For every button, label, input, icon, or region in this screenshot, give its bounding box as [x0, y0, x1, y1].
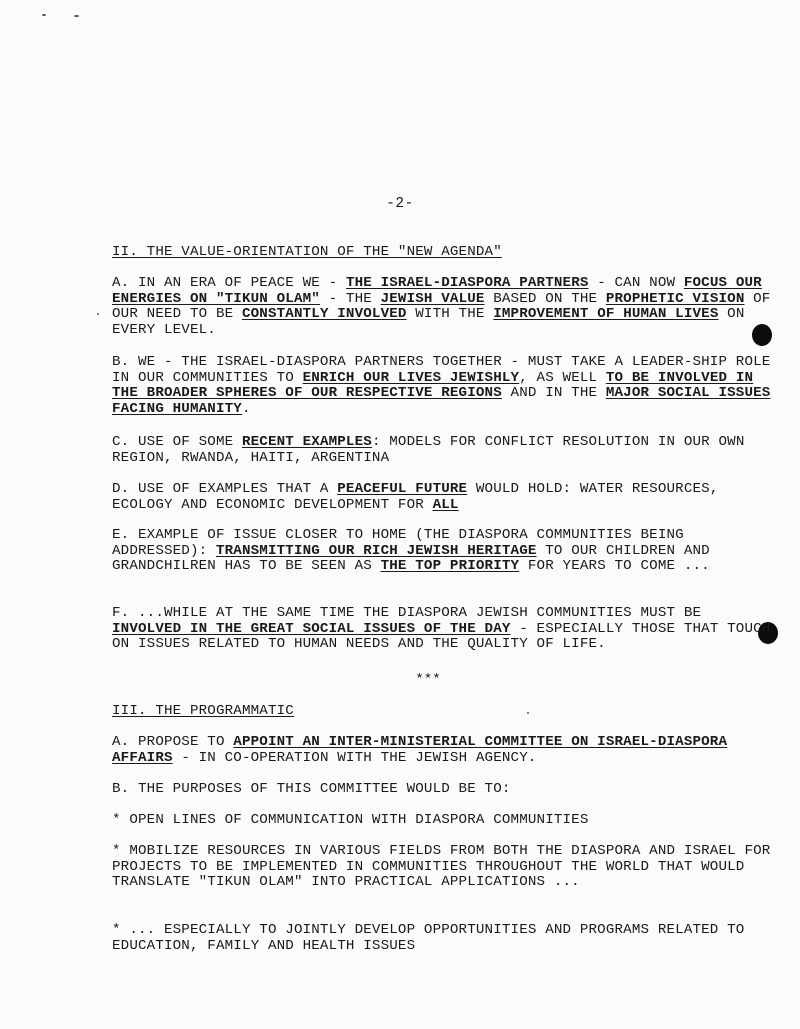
emphasis: ALL — [432, 496, 459, 513]
paragraph-iii-a — [112, 735, 772, 766]
text-run: WITH THE — [406, 306, 494, 323]
text-run: D. USE OF EXAMPLES THAT A — [112, 481, 338, 497]
text-run: TO OUR CHILDREN AND GRANDCHILREN HAS TO BE SEEN AS — [112, 542, 710, 575]
emphasis: IMPROVEMENT OF HUMAN LIVES — [493, 306, 719, 323]
text-run: F. ...WHILE AT THE SAME TIME THE DIASPORA JEWISH COMMUNITIES MUST BE — [112, 605, 702, 621]
section-ii-heading — [112, 245, 772, 261]
paragraph-ii-a — [112, 276, 772, 338]
emphasis: PEACEFUL FUTURE — [337, 481, 468, 497]
text-run: E. EXAMPLE OF ISSUE CLOSER TO HOME (THE DIASPORA COMMUNITIES BEING ADDRESSED): — [112, 527, 684, 559]
emphasis: APPOINT AN INTER-MINISTERIAL COMMITTEE ON ISRAEL-DIASPORA AFFAIRS — [112, 734, 728, 766]
paragraph-ii-d — [112, 482, 772, 513]
scan-speck — [97, 313, 99, 315]
emphasis: THE TOP PRIORITY — [380, 558, 520, 575]
text-run: * OPEN LINES OF COMMUNICATION WITH DIASPORA COMMUNITIES — [112, 812, 589, 828]
paragraph-ii-e — [112, 528, 772, 575]
scan-speck — [42, 14, 46, 16]
text-run: A. IN AN ERA OF PEACE WE - — [112, 275, 346, 291]
bullet-item — [112, 813, 772, 829]
emphasis: FOCUS OUR ENERGIES ON "TIKUN OLAM" — [112, 275, 762, 307]
heading-text: II. THE VALUE-ORIENTATION OF THE "NEW AGENDA" — [112, 244, 502, 260]
emphasis: MAJOR SOCIAL ISSUES FACING HUMANITY — [112, 385, 771, 417]
text-run: C. USE OF SOME — [112, 434, 242, 450]
text-run: ON EVERY LEVEL. — [112, 306, 745, 338]
text-run: * MOBILIZE RESOURCES IN VARIOUS FIELDS FROM BOTH THE DIASPORA AND ISRAEL FOR PROJECTS TO BE IMPLEMENTED IN COMMUNITIES THROUGHOUT THE WORLD THAT WOULD TRANSLATE "TIKUN OLAM" INTO PRACTICAL APPLICATIONS ... — [112, 843, 771, 891]
emphasis: TO BE INVOLVED IN THE BROADER SPHERES OF OUR RESPECTIVE REGIONS — [112, 369, 754, 402]
scan-speck — [74, 15, 79, 17]
emphasis: JEWISH VALUE — [380, 290, 485, 307]
paragraph-ii-c — [112, 435, 772, 466]
emphasis: PROPHETIC VISION — [605, 290, 745, 307]
text-run: - THE — [319, 290, 381, 307]
paragraph-ii-f — [112, 606, 772, 653]
emphasis: RECENT EXAMPLES — [241, 434, 372, 450]
page-number: -2- — [386, 196, 414, 212]
text-run: A. PROPOSE TO — [112, 734, 234, 750]
paragraph-ii-b — [112, 355, 772, 417]
text-run: - CAN NOW — [588, 275, 684, 291]
text-run: AND IN THE — [501, 385, 606, 402]
text-run: . — [241, 400, 251, 417]
section-separator: *** — [415, 672, 441, 688]
text-run: - IN CO-OPERATION WITH THE JEWISH AGENCY. — [172, 749, 537, 766]
text-run: , AS WELL — [519, 369, 606, 386]
bullet-item — [112, 923, 772, 954]
text-run: OF OUR NEED TO BE — [112, 290, 771, 323]
emphasis: THE ISRAEL-DIASPORA PARTNERS — [345, 275, 589, 291]
text-run: B. WE - THE ISRAEL-DIASPORA PARTNERS TOGETHER - MUST TAKE A LEADER-SHIP ROLE IN OUR COMMUNITIES TO — [112, 354, 771, 386]
emphasis: ENRICH OUR LIVES JEWISHLY — [302, 369, 520, 386]
text-run: * ... ESPECIALLY TO JOINTLY DEVELOP OPPORTUNITIES AND PROGRAMS RELATED TO EDUCATION, FAMILY AND HEALTH ISSUES — [112, 922, 745, 954]
emphasis: INVOLVED IN THE GREAT SOCIAL ISSUES OF THE DAY — [112, 620, 511, 637]
text-run: WOULD HOLD: WATER RESOURCES, ECOLOGY AND ECONOMIC DEVELOPMENT FOR — [112, 481, 719, 513]
heading-text: III. THE PROGRAMMATIC — [112, 703, 294, 719]
paragraph-iii-b — [112, 782, 772, 798]
text-run: B. THE PURPOSES OF THIS COMMITTEE WOULD BE TO: — [112, 781, 511, 797]
text-run: - ESPECIALLY THOSE THAT TOUCH ON ISSUES RELATED TO HUMAN NEEDS AND THE QUALITY OF LIFE. — [112, 620, 771, 653]
section-iii-heading — [112, 704, 772, 720]
bullet-item — [112, 844, 772, 891]
emphasis: CONSTANTLY INVOLVED — [241, 306, 407, 323]
text-run: : MODELS FOR CONFLICT RESOLUTION IN OUR OWN REGION, RWANDA, HAITI, ARGENTINA — [112, 434, 745, 466]
text-run: FOR YEARS TO COME ... — [519, 558, 710, 575]
text-run: BASED ON THE — [484, 290, 606, 307]
emphasis: TRANSMITTING OUR RICH JEWISH HERITAGE — [215, 542, 537, 559]
